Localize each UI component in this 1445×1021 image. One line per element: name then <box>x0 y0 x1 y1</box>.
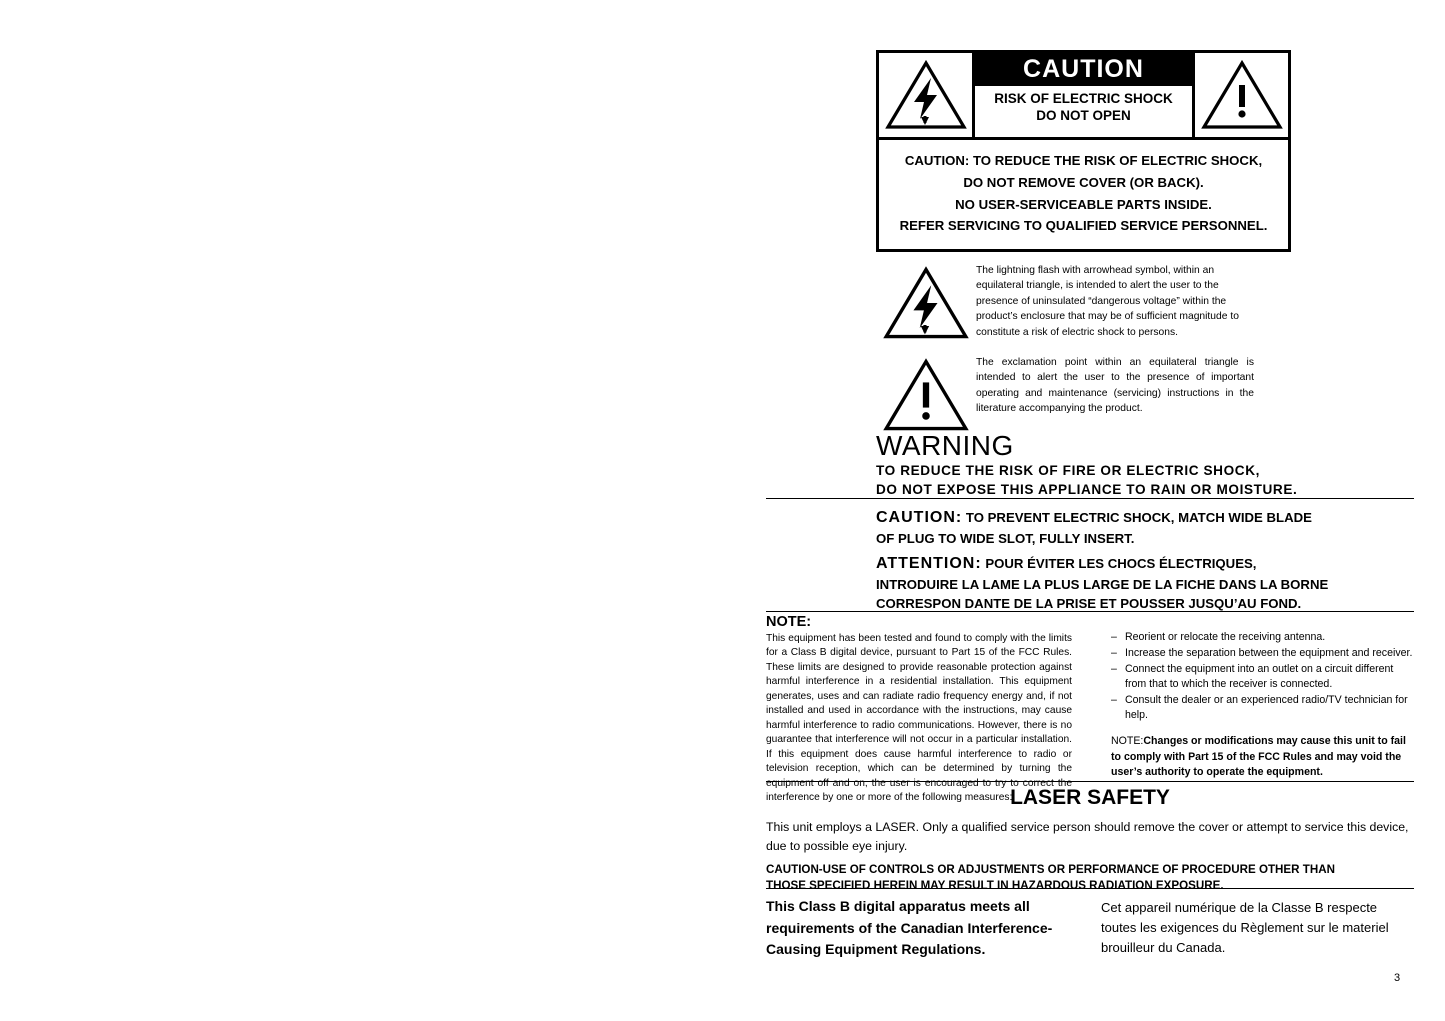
laser-safety-title: LASER SAFETY <box>1010 786 1170 809</box>
list-item-text: Increase the separation between the equipment and receiver. <box>1125 647 1413 660</box>
exclamation-symbol-explanation <box>876 355 1254 433</box>
caution-box-body <box>879 140 1288 249</box>
caution-subtitle-line1: RISK OF ELECTRIC SHOCK <box>994 91 1173 107</box>
divider-rule <box>766 498 1414 499</box>
laser-safety-body: This unit employs a LASER. Only a qualified service person should remove the cover or attempt to service this device, due to possible eye injury. <box>766 820 1409 854</box>
plug-caution-line1: TO PREVENT ELECTRIC SHOCK, MATCH WIDE BLADE <box>962 510 1312 525</box>
caution-title: CAUTION <box>975 53 1192 86</box>
laser-caution-line1: CAUTION-USE OF CONTROLS OR ADJUSTMENTS OR PERFORMANCE OF PROCEDURE OTHER THAN <box>766 863 1335 876</box>
plug-caution-line2: OF PLUG TO WIDE SLOT, FULLY INSERT. <box>876 531 1135 547</box>
fcc-modification-note <box>1111 734 1414 780</box>
list-item <box>1111 630 1414 645</box>
warning-line2: DO NOT EXPOSE THIS APPLIANCE TO RAIN OR MOISTURE. <box>876 482 1298 498</box>
caution-subtitle <box>975 86 1192 131</box>
plug-attention-line2: INTRODUIRE LA LAME LA PLUS LARGE DE LA FICHE DANS LA BORNE <box>876 577 1329 593</box>
caution-body-line4: REFER SERVICING TO QUALIFIED SERVICE PERSONNEL. <box>899 218 1268 234</box>
caution-subtitle-line2: DO NOT OPEN <box>1036 108 1131 124</box>
fcc-paragraph: This equipment has been tested and found to comply with the limits for a Class B digital device, pursuant to Part 15 of the FCC Rules. These limits are designed to provide reasonable protection against harmful interference in a residential installation. This equipment generates, uses and can radiate radio frequency energy and, if not installed and used in accordance with the instructions, may cause harmful interference to radio communications. However, there is no guarantee that interference will not occur in a particular installation. If this equipment does cause harmful interference to radio or television reception, which can be determined by turning the equipment off and on, the user is encouraged to try to correct the interference by one or more of the following measures: <box>766 633 1072 804</box>
caution-body-line3: NO USER-SERVICEABLE PARTS INSIDE. <box>955 196 1212 212</box>
exclamation-triangle-icon <box>1192 53 1288 137</box>
plug-attention-line1: POUR ÉVITER LES CHOCS ÉLECTRIQUES, <box>981 556 1257 571</box>
exclamation-symbol-text: The exclamation point within an equilateral triangle is intended to alert the user to the presence of important operating and maintenance (servicing) instructions in the literature accompanying the product. <box>976 357 1254 415</box>
divider-rule <box>766 781 1414 782</box>
plug-attention-lead: ATTENTION: <box>876 555 982 572</box>
plug-caution-lead: CAUTION: <box>876 509 963 526</box>
caution-box-text <box>975 53 1192 137</box>
exclamation-triangle-icon <box>876 355 976 433</box>
dash-bullet-icon: – <box>1111 631 1117 643</box>
lightning-bolt-triangle-icon <box>879 53 975 137</box>
class-b-statement-english: This Class B digital apparatus meets all requirements of the Canadian Interference-Causing Equipment Regulations. <box>766 898 1053 958</box>
lightning-symbol-explanation <box>876 263 1254 341</box>
plug-caution-block <box>876 506 1411 548</box>
caution-body-line1: CAUTION: TO REDUCE THE RISK OF ELECTRIC SHOCK, <box>904 153 1263 168</box>
list-item-text: Consult the dealer or an experienced radio/TV technician for help. <box>1125 694 1408 722</box>
class-b-statement-french: Cet appareil numérique de la Classe B respecte toutes les exigences du Règlement sur le materiel brouilleur du Canada. <box>1101 900 1389 956</box>
plug-attention-block <box>876 552 1411 613</box>
laser-caution-line2: THOSE SPECIFIED HEREIN MAY RESULT IN HAZARDOUS RADIATION EXPOSURE. <box>766 878 1224 892</box>
dash-bullet-icon: – <box>1111 694 1117 707</box>
list-item <box>1111 693 1414 723</box>
page-number: 3 <box>1394 972 1401 984</box>
lightning-bolt-triangle-icon <box>876 263 976 341</box>
dash-bullet-icon: – <box>1111 647 1117 660</box>
fcc-modification-note-prefix: NOTE: <box>1111 735 1144 748</box>
fcc-measures-list <box>1111 630 1414 723</box>
fcc-measures-column <box>1111 630 1414 780</box>
lightning-symbol-text: The lightning flash with arrowhead symbol, within an equilateral triangle, is intended to alert the user to the presence of uninsulated “dangerous voltage” within the product’s enclosure that may be of sufficient magnitude to constitute a risk of electric shock to persons. <box>976 265 1239 338</box>
list-item-text: Reorient or relocate the receiving antenna. <box>1125 631 1326 643</box>
divider-rule <box>766 611 1414 612</box>
warning-heading: WARNING <box>876 430 1014 461</box>
manual-page <box>766 0 1414 1021</box>
fcc-note-label: NOTE: <box>766 614 812 630</box>
caution-body-line2: DO NOT REMOVE COVER (OR BACK). <box>963 174 1204 190</box>
divider-rule <box>766 888 1414 889</box>
list-item <box>1111 662 1414 692</box>
caution-warning-box <box>876 50 1291 252</box>
fcc-modification-note-text: Changes or modifications may cause this unit to fail to comply with Part 15 of the FCC Rules and may void the user’s authority to operate the equipment. <box>1111 735 1406 778</box>
plug-attention-line3: CORRESPON DANTE DE LA PRISE ET POUSSER JUSQU’AU FOND. <box>876 596 1302 612</box>
list-item-text: Connect the equipment into an outlet on a circuit different from that to which the receiver is connected. <box>1125 663 1394 691</box>
list-item <box>1111 646 1414 661</box>
warning-text <box>876 461 1411 500</box>
warning-line1: TO REDUCE THE RISK OF FIRE OR ELECTRIC SHOCK, <box>876 463 1260 478</box>
caution-box-header <box>879 53 1288 140</box>
dash-bullet-icon: – <box>1111 663 1117 676</box>
